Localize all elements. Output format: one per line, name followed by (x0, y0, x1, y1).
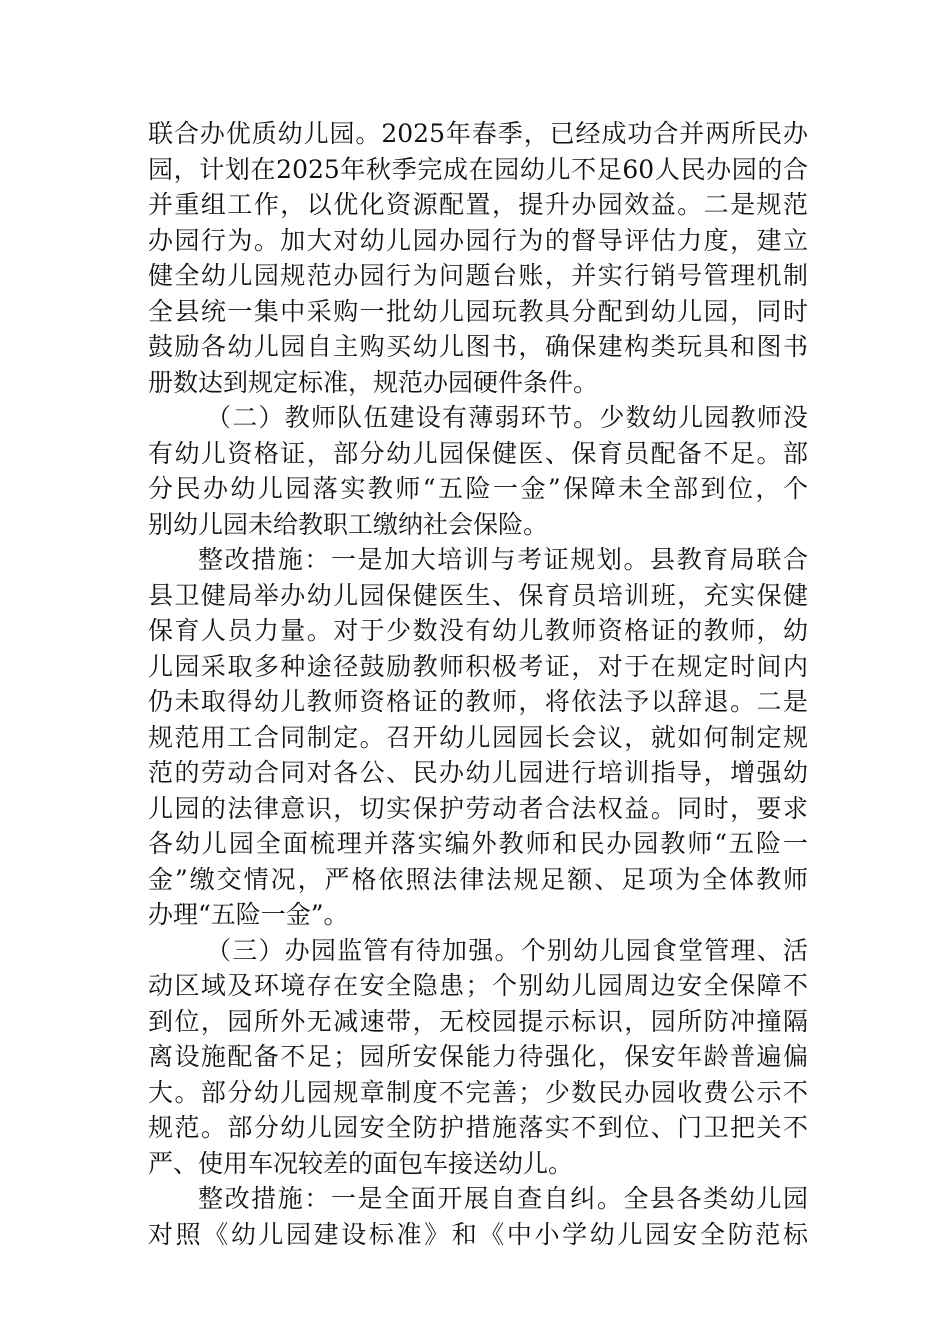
paragraph-line: 各幼儿园全面梳理并落实编外教师和民办园教师“五险一 (148, 829, 808, 858)
paragraph-line: 县卫健局举办幼儿园保健医生、保育员培训班，充实保健 (148, 580, 808, 610)
paragraph-line: 离设施配备不足；园所安保能力待强化，保安年龄普遍偏 (148, 1042, 808, 1071)
section-heading-line: （三）办园监管有待加强。个别幼儿园食堂管理、活 (206, 935, 808, 965)
paragraph-line: 严、使用车况较差的面包车接送幼儿。 (148, 1148, 574, 1178)
paragraph-line: 册数达到规定标准，规范办园硬件条件。 (148, 367, 599, 397)
paragraph-line: 儿园采取多种途径鼓励教师积极考证，对于在规定时间内 (148, 651, 808, 681)
paragraph-line: 对照《幼儿园建设标准》和《中小学幼儿园安全防范标 (148, 1219, 808, 1249)
document-body (148, 116, 808, 1252)
paragraph-line: 鼓励各幼儿园自主购买幼儿图书，确保建构类玩具和图书 (148, 332, 808, 361)
paragraph-line: 保育人员力量。对于少数没有幼儿教师资格证的教师，幼 (148, 616, 808, 645)
paragraph-line: 大。部分幼儿园规章制度不完善；少数民办园收费公示不 (148, 1077, 808, 1107)
paragraph-line: 儿园的法律意识，切实保护劳动者合法权益。同时，要求 (148, 793, 808, 823)
paragraph-line: 分民办幼儿园落实教师“五险一金”保障未全部到位，个 (148, 474, 808, 503)
paragraph-line: 整改措施：一是加大培训与考证规划。县教育局联合 (198, 545, 808, 574)
paragraph-line: 规范。部分幼儿园安全防护措施落实不到位、门卫把关不 (148, 1113, 808, 1142)
paragraph-line: 整改措施：一是全面开展自查自纠。全县各类幼儿园 (198, 1184, 808, 1213)
paragraph-line: 联合办优质幼儿园。2025年春季，已经成功合并两所民办 (148, 119, 808, 148)
paragraph-line: 金”缴交情况，严格依照法律法规足额、足项为全体教师 (148, 864, 808, 894)
paragraph-line: 别幼儿园未给教职工缴纳社会保险。 (148, 509, 549, 539)
paragraph-line: 动区域及环境存在安全隐患；个别幼儿园周边安全保障不 (148, 971, 808, 1000)
paragraph-line: 办园行为。加大对幼儿园办园行为的督导评估力度，建立 (148, 225, 808, 255)
paragraph-line: 办理“五险一金”。 (148, 900, 349, 929)
paragraph-line: 范的劳动合同对各公、民办幼儿园进行培训指导，增强幼 (148, 758, 808, 787)
paragraph-line: 有幼儿资格证，部分幼儿园保健医、保育员配备不足。部 (148, 438, 808, 468)
paragraph-line: 园，计划在2025年秋季完成在园幼儿不足60人民办园的合 (148, 154, 808, 184)
paragraph-line: 仍未取得幼儿教师资格证的教师，将依法予以辞退。二是 (148, 687, 808, 716)
paragraph-line: 规范用工合同制定。召开幼儿园园长会议，就如何制定规 (148, 722, 808, 752)
paragraph-line: 并重组工作，以优化资源配置，提升办园效益。二是规范 (148, 190, 808, 219)
paragraph-line: 全县统一集中采购一批幼儿园玩教具分配到幼儿园，同时 (148, 296, 808, 326)
paragraph-line: 健全幼儿园规范办园行为问题台账，并实行销号管理机制 (148, 261, 808, 290)
section-heading-line: （二）教师队伍建设有薄弱环节。少数幼儿园教师没 (206, 403, 808, 432)
paragraph-line: 到位，园所外无减速带，无校园提示标识，园所防冲撞隔 (148, 1006, 808, 1036)
